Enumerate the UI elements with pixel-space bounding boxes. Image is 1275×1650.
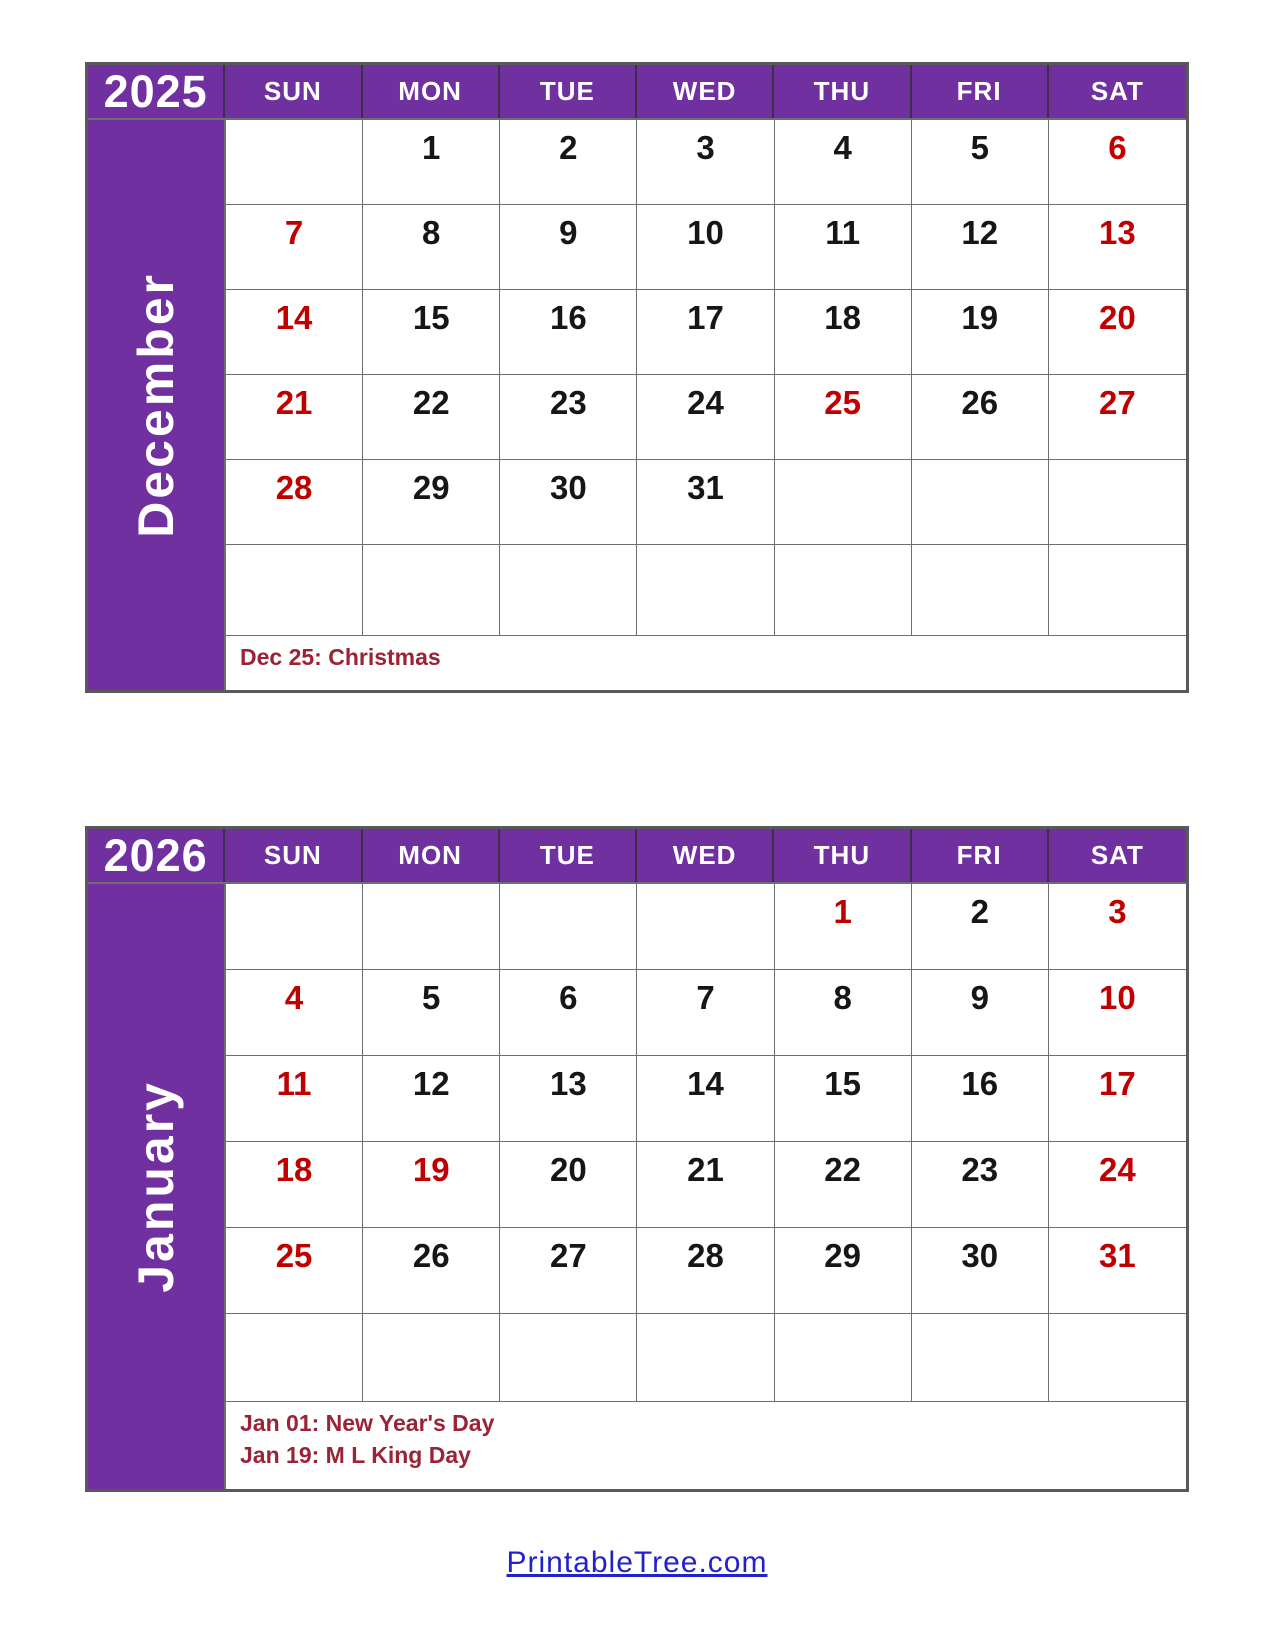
date-cell [1049, 460, 1186, 545]
date-cell: 20 [500, 1142, 637, 1228]
weekday-header-mon: MON [363, 65, 500, 118]
date-cell [637, 545, 774, 636]
date-cell: 18 [775, 290, 912, 375]
date-cell [912, 545, 1049, 636]
date-cell: 10 [1049, 970, 1186, 1056]
date-cell [500, 545, 637, 636]
date-cell: 16 [500, 290, 637, 375]
date-cell: 5 [363, 970, 500, 1056]
date-cell: 31 [637, 460, 774, 545]
date-cell: 3 [637, 120, 774, 205]
date-cell: 6 [1049, 120, 1186, 205]
date-cell: 24 [1049, 1142, 1186, 1228]
date-cell [1049, 1314, 1186, 1402]
date-cell: 9 [500, 205, 637, 290]
date-cell: 17 [637, 290, 774, 375]
calendar-body [88, 120, 1186, 690]
date-grid [226, 120, 1186, 690]
date-cell [637, 884, 774, 970]
date-cell [500, 1314, 637, 1402]
date-cell: 22 [775, 1142, 912, 1228]
date-cell: 9 [912, 970, 1049, 1056]
holiday-notes [226, 1402, 1186, 1489]
date-cell: 27 [1049, 375, 1186, 460]
holiday-note: Jan 19: M L King Day [240, 1442, 471, 1469]
date-cell: 11 [775, 205, 912, 290]
date-cell [226, 120, 363, 205]
year-label: 2025 [88, 65, 225, 118]
weekday-header-fri: FRI [912, 65, 1049, 118]
date-cell [363, 1314, 500, 1402]
date-cell: 21 [226, 375, 363, 460]
date-cell: 18 [226, 1142, 363, 1228]
date-cell: 10 [637, 205, 774, 290]
weekday-header-wed: WED [637, 829, 774, 882]
date-cell-christmas: 25 [775, 375, 912, 460]
date-cell: 22 [363, 375, 500, 460]
date-cell: 16 [912, 1056, 1049, 1142]
holiday-notes [226, 636, 1186, 690]
date-cell: 3 [1049, 884, 1186, 970]
weekday-header-fri: FRI [912, 829, 1049, 882]
date-cell: 15 [363, 290, 500, 375]
calendar-header-row [88, 65, 1186, 120]
weekday-header-tue: TUE [500, 829, 637, 882]
date-cell [912, 1314, 1049, 1402]
weekday-header-tue: TUE [500, 65, 637, 118]
date-cell: 20 [1049, 290, 1186, 375]
date-cell: 30 [500, 460, 637, 545]
date-cell [226, 1314, 363, 1402]
date-cell: 30 [912, 1228, 1049, 1314]
date-cell: 17 [1049, 1056, 1186, 1142]
date-cell: 11 [226, 1056, 363, 1142]
date-cell: 31 [1049, 1228, 1186, 1314]
date-cell [637, 1314, 774, 1402]
date-cell: 12 [912, 205, 1049, 290]
date-cell [500, 884, 637, 970]
date-cell: 8 [363, 205, 500, 290]
date-cell: 23 [912, 1142, 1049, 1228]
page-footer [85, 1546, 1189, 1580]
date-cell [775, 1314, 912, 1402]
month-sidebar [88, 120, 226, 690]
date-cell: 28 [637, 1228, 774, 1314]
weekday-header-thu: THU [774, 65, 911, 118]
weekday-header-sat: SAT [1090, 840, 1144, 870]
date-cell: 6 [500, 970, 637, 1056]
weekday-header-sat: SAT [1090, 76, 1144, 106]
date-cell: 7 [226, 205, 363, 290]
date-cell: 8 [775, 970, 912, 1056]
date-cell [226, 884, 363, 970]
date-cell: 29 [363, 460, 500, 545]
date-cell-mlk-day: 19 [363, 1142, 500, 1228]
date-cell: 24 [637, 375, 774, 460]
date-cell: 26 [912, 375, 1049, 460]
date-cell: 4 [775, 120, 912, 205]
weekday-header-thu: THU [774, 829, 911, 882]
holiday-note: Dec 25: Christmas [240, 644, 441, 670]
date-cell: 19 [912, 290, 1049, 375]
date-cell: 14 [226, 290, 363, 375]
weekday-header-mon: MON [363, 829, 500, 882]
date-cell: 27 [500, 1228, 637, 1314]
date-cell: 13 [1049, 205, 1186, 290]
date-cell: 5 [912, 120, 1049, 205]
date-cell [363, 545, 500, 636]
month-label: December [128, 272, 184, 538]
date-cell [1049, 545, 1186, 636]
footer-link[interactable]: PrintableTree.com [506, 1546, 768, 1579]
date-cell [775, 460, 912, 545]
date-cell: 4 [226, 970, 363, 1056]
month-label: January [128, 1080, 184, 1293]
date-cell: 23 [500, 375, 637, 460]
month-sidebar [88, 884, 226, 1489]
date-cell: 1 [363, 120, 500, 205]
date-cell: 29 [775, 1228, 912, 1314]
date-cell: 2 [500, 120, 637, 205]
date-cell: 28 [226, 460, 363, 545]
date-grid [226, 884, 1186, 1489]
calendar-december-2025 [85, 62, 1189, 693]
date-cell: 13 [500, 1056, 637, 1142]
year-label: 2026 [88, 829, 225, 882]
holiday-note: Jan 01: New Year's Day [240, 1410, 495, 1436]
calendar-body [88, 884, 1186, 1489]
weekday-header-sun: SUN [225, 829, 362, 882]
weekday-header-wed: WED [637, 65, 774, 118]
date-cell: 26 [363, 1228, 500, 1314]
calendar-january-2026 [85, 826, 1189, 1492]
date-cell [775, 545, 912, 636]
date-cell [363, 884, 500, 970]
date-cell: 14 [637, 1056, 774, 1142]
date-cell-new-years-day: 1 [775, 884, 912, 970]
date-cell: 7 [637, 970, 774, 1056]
date-cell: 12 [363, 1056, 500, 1142]
date-cell [912, 460, 1049, 545]
weekday-header-sun: SUN [225, 65, 362, 118]
date-cell: 21 [637, 1142, 774, 1228]
date-cell: 15 [775, 1056, 912, 1142]
date-cell: 2 [912, 884, 1049, 970]
date-cell: 25 [226, 1228, 363, 1314]
calendar-header-row [88, 829, 1186, 884]
date-cell [226, 545, 363, 636]
